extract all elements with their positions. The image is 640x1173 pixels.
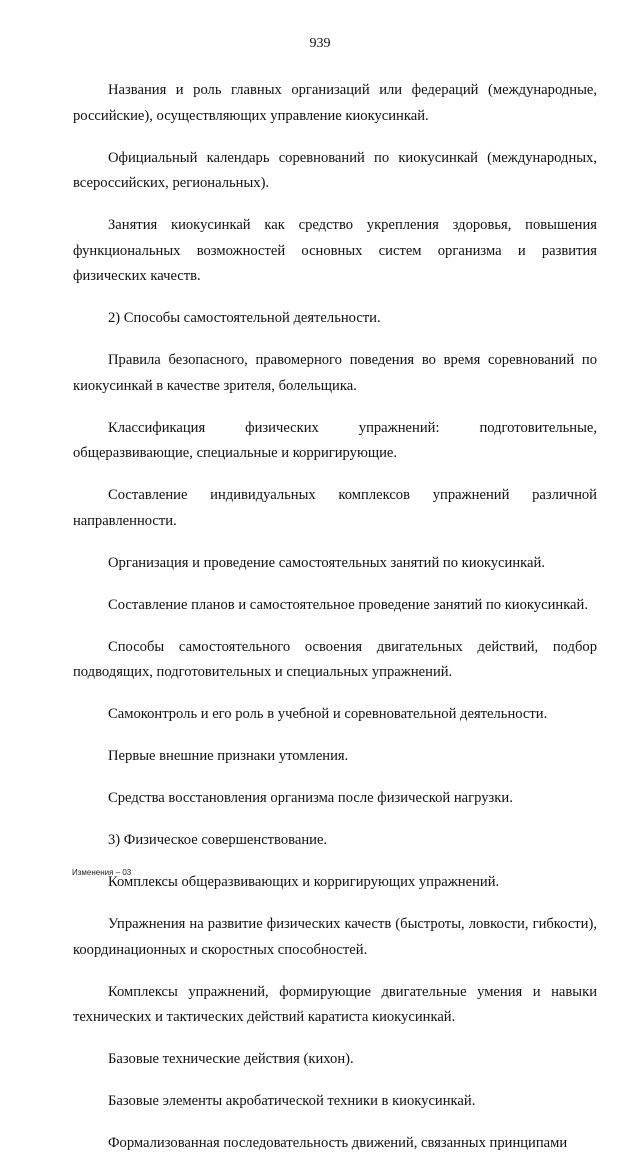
paragraph-acrobatics: Базовые элементы акробатической техники в киокусинкай. — [108, 1093, 476, 1109]
document-body — [73, 78, 597, 1173]
paragraph-self-learning: Способы самостоятельного освоения двигательных действий, подбор подводящих, подготовительных и специальных упражнений. — [73, 638, 597, 680]
paragraph-general-exercises: Комплексы общеразвивающих и корригирующих упражнений. — [108, 874, 500, 890]
section-heading-physical-improvement: 3) Физическое совершенствование. — [108, 832, 328, 848]
paragraph-safety-rules: Правила безопасного, правомерного поведения во время соревнований по киокусинкай в качестве зрителя, болельщика. — [73, 352, 597, 394]
page-number: 939 — [309, 36, 331, 51]
paragraph-classification: Классификация физических упражнений: подготовительные, общеразвивающие, специальные и корригирующие. — [73, 419, 597, 461]
paragraph-kihon: Базовые технические действия (кихон). — [108, 1051, 354, 1067]
section-heading-independent-activity: 2) Способы самостоятельной деятельности. — [108, 310, 381, 326]
paragraph-technical-tactical: Комплексы упражнений, формирующие двигательные умения и навыки технических и тактических действий каратиста киокусинкай. — [73, 983, 597, 1025]
paragraph-organizations: Названия и роль главных организаций или федераций (международные, российские), осуществляющих управление киокусинкай. — [73, 82, 597, 124]
paragraph-formalized-sequence: Формализованная последовательность движений, связанных принципами — [108, 1135, 568, 1151]
paragraph-physical-qualities: Упражнения на развитие физических качеств (быстроты, ловкости, гибкости), координационных и скоростных способностей. — [73, 916, 597, 958]
paragraph-organization-classes: Организация и проведение самостоятельных занятий по киокусинкай. — [108, 554, 545, 571]
paragraph-fatigue: Первые внешние признаки утомления. — [108, 748, 349, 764]
paragraph-planning: Составление планов и самостоятельное проведение занятий по киокусинкай. — [108, 596, 588, 613]
paragraph-recovery: Средства восстановления организма после физической нагрузки. — [108, 790, 513, 806]
paragraph-calendar: Официальный календарь соревнований по киокусинкай (международных, всероссийских, региональных). — [73, 149, 597, 191]
paragraph-self-control: Самоконтроль и его роль в учебной и соревновательной деятельности. — [108, 706, 548, 722]
footer-revision: Изменения – 03 — [72, 868, 132, 877]
paragraph-individual-complexes: Составление индивидуальных комплексов упражнений различной направленности. — [73, 487, 597, 529]
paragraph-health: Занятия киокусинкай как средство укрепления здоровья, повышения функциональных возможностей основных систем организма и развития физических качеств. — [73, 217, 597, 284]
